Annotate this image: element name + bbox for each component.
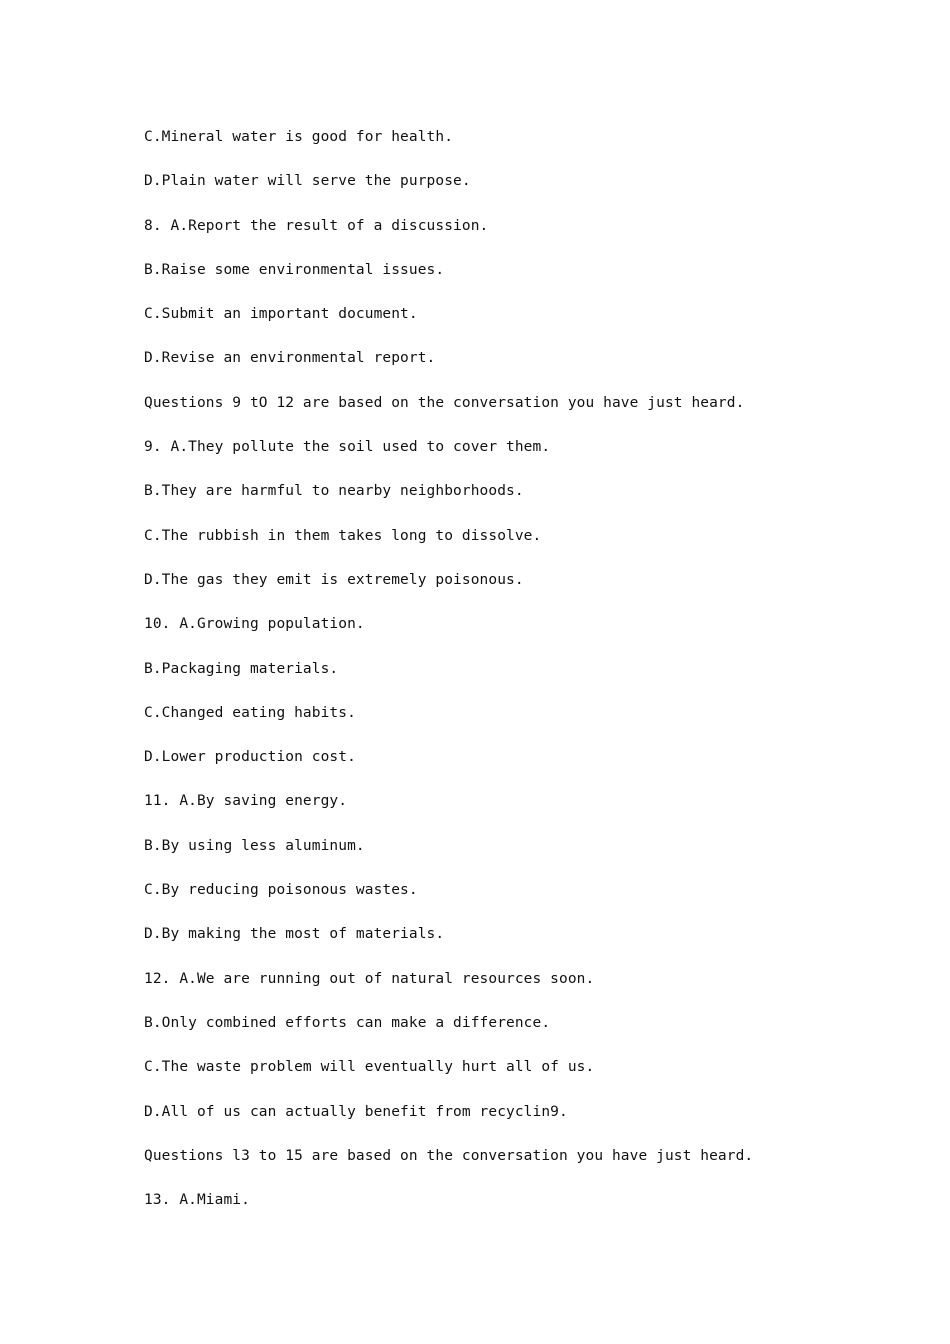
option-11b: B.By using less aluminum. [144,837,365,854]
question-10-option-a: 10. A.Growing population. [144,616,365,633]
option-12d: D.All of us can actually benefit from recyclin9. [144,1103,568,1120]
section-instruction-9-12: Questions 9 tO 12 are based on the conversation you have just heard. [144,394,745,411]
document-text [144,126,904,1233]
option-8b: B.Raise some environmental issues. [144,261,445,278]
question-9-option-a: 9. A.They pollute the soil used to cover them. [144,439,551,456]
option-9b: B.They are harmful to nearby neighborhoods. [144,483,524,500]
option-10b: B.Packaging materials. [144,660,339,677]
option-11d: D.By making the most of materials. [144,926,445,943]
option-11c: C.By reducing poisonous wastes. [144,882,418,899]
question-8-option-a: 8. A.Report the result of a discussion. [144,217,489,234]
option-9c: C.The rubbish in them takes long to dissolve. [144,527,542,544]
question-12-option-a: 12. A.We are running out of natural resources soon. [144,970,595,987]
option-8c: C.Submit an important document. [144,306,418,323]
question-11-option-a: 11. A.By saving energy. [144,793,348,810]
section-instruction-13-15: Questions l3 to 15 are based on the conversation you have just heard. [144,1147,754,1164]
option-10d: D.Lower production cost. [144,749,356,766]
option-8d: D.Revise an environmental report. [144,350,436,367]
question-13-option-a: 13. A.Miami. [144,1192,250,1209]
option-12c: C.The waste problem will eventually hurt all of us. [144,1059,595,1076]
option-7c: C.Mineral water is good for health. [144,129,454,145]
option-7d: D.Plain water will serve the purpose. [144,173,471,190]
option-12b: B.Only combined efforts can make a difference. [144,1014,551,1031]
option-9d: D.The gas they emit is extremely poisonous. [144,571,524,588]
option-10c: C.Changed eating habits. [144,704,356,721]
